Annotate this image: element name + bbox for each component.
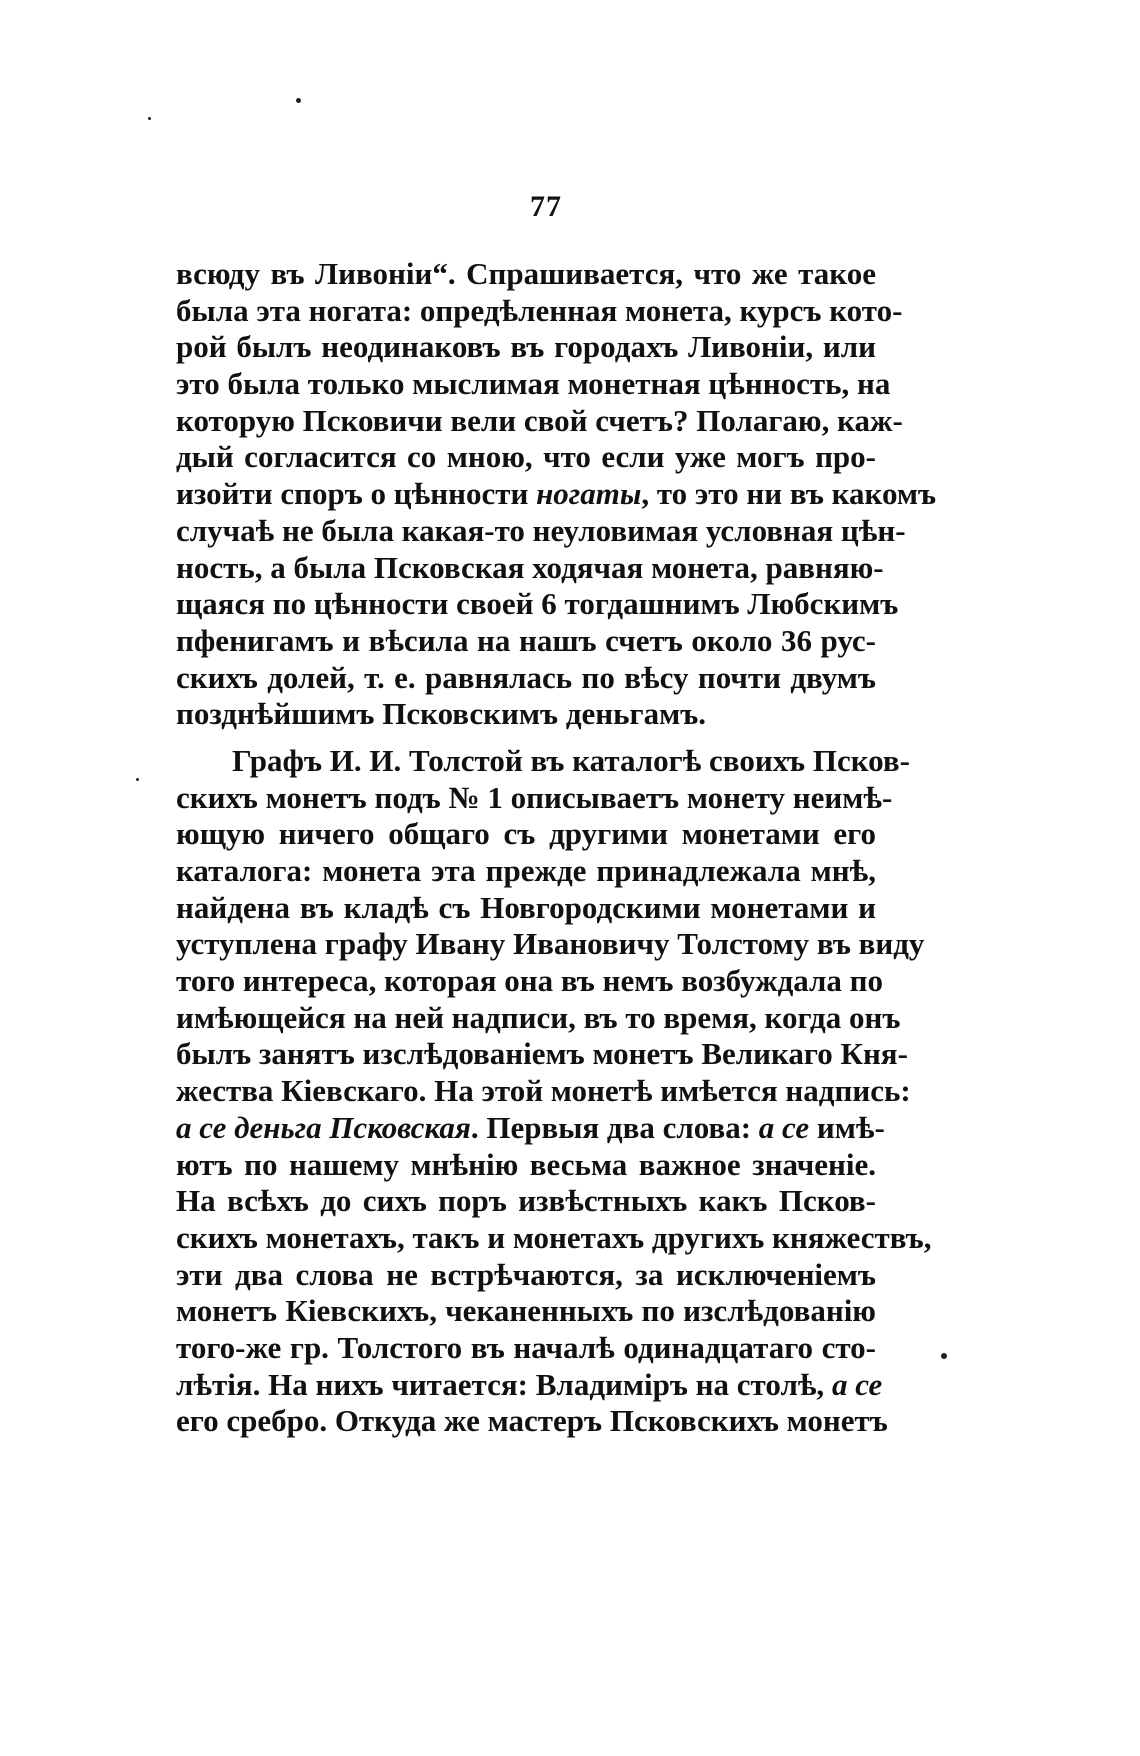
text-run: изойти споръ о цѣнности: [176, 476, 537, 512]
text-line: того-же гр. Толстого въ началѣ одинадцатаго сто-: [176, 1329, 876, 1365]
page-number: 77: [530, 190, 562, 223]
text-line: которую Псковичи вели свой счетъ? Полагаю, каж-: [176, 402, 903, 438]
scan-speck: [148, 117, 151, 120]
text-line: ютъ по нашему мнѣнію весьма важное значеніе.: [176, 1146, 876, 1182]
text-line: имѣющейся на ней надписи, въ то время, когда онъ: [176, 999, 901, 1035]
text-line: [176, 476, 937, 513]
text-line: его сребро. Откуда же мастеръ Псковскихъ монетъ: [176, 1403, 888, 1439]
scan-speck: [136, 778, 139, 781]
text-line: [176, 1109, 885, 1147]
text-run: имѣ-: [809, 1109, 885, 1145]
text-line: монетъ Кіевскихъ, чеканенныхъ по изслѣдованію: [176, 1293, 876, 1329]
text-line: эти два слова не встрѣчаются, за исключеніемъ: [176, 1256, 876, 1292]
text-run: , то это ни въ какомъ: [641, 476, 937, 512]
text-line: уступлена графу Ивану Ивановичу Толстому въ виду: [176, 926, 925, 962]
italic-term: ногаты: [536, 476, 642, 512]
scan-speck: [941, 1353, 947, 1359]
text-line: пфенигамъ и вѣсила на нашъ счетъ около 36 рус-: [176, 622, 876, 658]
text-line: каталога: монета эта прежде принадлежала мнѣ,: [176, 853, 876, 888]
text-line: скихъ монетахъ, такъ и монетахъ другихъ княжествъ,: [176, 1219, 932, 1255]
text-line: былъ занятъ изслѣдованіемъ монетъ Великаго Кня-: [176, 1036, 908, 1072]
text-line: скихъ монетъ подъ № 1 описываетъ монету неимѣ-: [176, 779, 893, 815]
italic-quote: а се: [758, 1109, 810, 1145]
body-text: [176, 256, 937, 1440]
text-run: . Первыя два слова:: [470, 1109, 759, 1145]
text-line: Графъ И. И. Толстой въ каталогѣ своихъ Псков-: [232, 742, 910, 778]
paragraph: [176, 742, 932, 1440]
text-line: была эта ногата: опредѣленная монета, курсъ кото-: [176, 292, 903, 328]
text-line: рой былъ неодинаковъ въ городахъ Ливоніи, или: [176, 329, 876, 365]
text-line: того интереса, которая она въ немъ возбуждала по: [176, 963, 884, 999]
text-line: [176, 1366, 883, 1404]
paragraph: [176, 256, 937, 733]
italic-quote: а се: [831, 1366, 883, 1402]
text-line: это была только мыслимая монетная цѣнность, на: [176, 366, 891, 402]
italic-quote: а се деньга Псковская: [176, 1109, 471, 1145]
text-line: дый согласится со мною, что если уже могъ про-: [176, 439, 876, 475]
paragraph-gap: [176, 733, 876, 743]
text-line: жества Кіевскаго. На этой монетѣ имѣется надпись:: [176, 1073, 911, 1109]
text-run: лѣтія. На нихъ читается: Владиміръ на столѣ,: [176, 1366, 832, 1402]
text-line: ность, а была Псковская ходячая монета, равняю-: [176, 549, 884, 585]
text-line: На всѣхъ до сихъ поръ извѣстныхъ какъ Псков-: [176, 1183, 876, 1219]
text-line: щаяся по цѣнности своей 6 тогдашнимъ Любскимъ: [176, 586, 899, 622]
text-line: найдена въ кладѣ съ Новгородскими монетами и: [176, 889, 876, 925]
scan-speck: [296, 98, 301, 103]
text-line: позднѣйшимъ Псковскимъ деньгамъ.: [176, 696, 707, 732]
text-line: скихъ долей, т. е. равнялась по вѣсу почти двумъ: [176, 659, 876, 695]
text-line: случаѣ не была какая-то неуловимая условная цѣн-: [176, 512, 906, 548]
text-line: всюду въ Ливоніи“. Спрашивается, что же такое: [176, 256, 876, 291]
text-line: ющую ничего общаго съ другими монетами его: [176, 816, 876, 852]
